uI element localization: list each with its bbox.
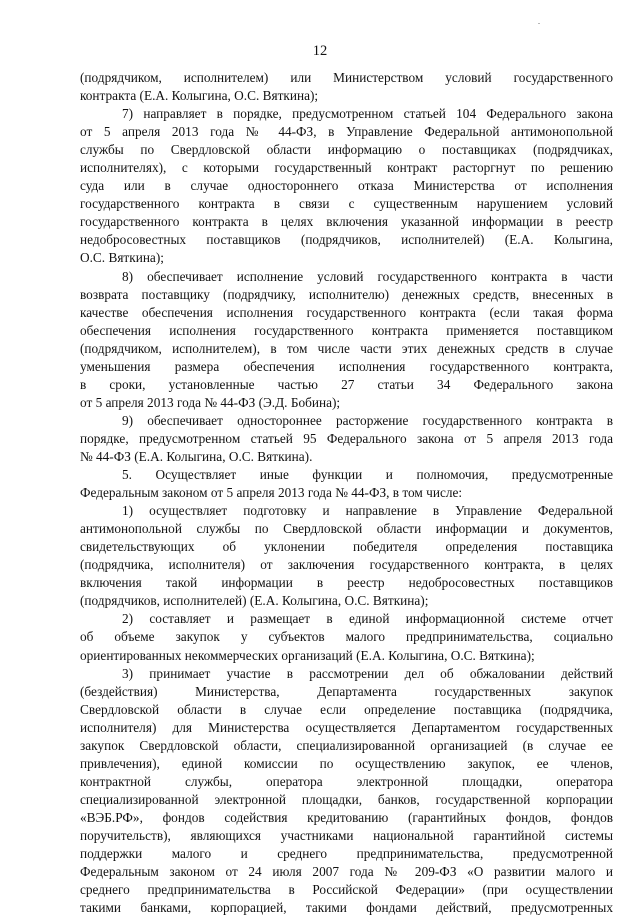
text-line: ориентированных некоммерческих организаций (Е.А. Колыгина, О.С. Вяткина); — [80, 647, 535, 663]
text-line: уменьшения размера обеспечения исполнения государственного контракта, — [80, 358, 613, 374]
text-line: «ВЭБ.РФ», фондов содействия кредитованию (гарантийных фондов, фондов — [80, 809, 613, 825]
text-line: в сроки, установленные частью 27 статьи 34 Федерального закона — [80, 376, 613, 392]
text-line: от 5 апреля 2013 года № 44-ФЗ (Э.Д. Бобина); — [80, 394, 341, 410]
text-line: недобросовестных поставщиков (подрядчиков, исполнителей) (Е.А. Колыгина, — [80, 232, 613, 248]
text-line: включения такой информации в реестр недобросовестных поставщиков — [80, 575, 613, 591]
text-line: свидетельствующих об уклонении победителя определения поставщика — [80, 539, 613, 555]
text-line: 3) принимает участие в рассмотрении дел об обжаловании действий — [122, 665, 613, 681]
text-line: 9) обеспечивает одностороннее расторжение государственного контракта в — [122, 412, 613, 428]
text-line: Федеральным законом от 5 апреля 2013 года № 44-ФЗ, в том числе: — [80, 485, 463, 501]
text-line: (подрядчиков, исполнителей) (Е.А. Колыгина, О.С. Вяткина); — [80, 593, 429, 609]
text-line: 8) обеспечивает исполнение условий государственного контракта в части — [122, 268, 613, 284]
text-line: исполнителях), с которыми государственный контракт расторгнут по решению — [80, 160, 613, 176]
text-line: О.С. Вяткина); — [80, 250, 164, 266]
text-line: (подрядчиком, исполнителем), в том числе части этих денежных средств в случае — [80, 340, 613, 356]
text-line: государственного контракта в связи с существенным нарушением условий — [80, 196, 613, 212]
text-line: об объеме закупок у субъектов малого предпринимательства, социально — [80, 629, 613, 645]
text-line: закупок Свердловской области, специализированной организацией (в случае ее — [80, 737, 613, 753]
text-line: исполнителя) для Министерства осуществляется Департаментом государственных — [80, 719, 613, 735]
text-line: поддержки малого и среднего предпринимательства, предусмотренной — [80, 846, 613, 862]
text-line: суда или в случае одностороннего отказа Министерства от исполнения — [80, 178, 613, 194]
text-line: такими банками, корпорацией, такими фондами действий, предусмотренных — [80, 900, 613, 916]
document-body — [80, 69, 613, 917]
corner-mark: . — [538, 17, 540, 26]
text-line: 2) составляет и размещает в единой информационной системе отчет — [122, 611, 613, 627]
text-line: № 44-ФЗ (Е.А. Колыгина, О.С. Вяткина). — [80, 448, 313, 464]
text-line: контрактной службы, оператора электронной площадки, оператора — [80, 773, 613, 789]
text-line: 1) осуществляет подготовку и направление в Управление Федеральной — [122, 503, 613, 519]
text-line: Федеральным законом от 24 июля 2007 года № 209-ФЗ «О развитии малого и — [80, 864, 613, 880]
text-line: 7) направляет в порядке, предусмотренном статьей 104 Федерального закона — [122, 106, 613, 122]
text-line: (бездействия) Министерства, Департамента государственных закупок — [80, 683, 613, 699]
text-line: Свердловской области в случае если определение поставщика (подрядчика, — [80, 701, 613, 717]
text-line: обеспечения исполнения государственного контракта применяется поставщиком — [80, 322, 613, 338]
text-line: антимонопольной службы по Свердловской области информации и документов, — [80, 521, 613, 537]
text-line: (подрядчиком, исполнителем) или Министерством условий государственного — [80, 70, 613, 85]
text-line: службы по Свердловской области информацию о поставщиках (подрядчиках, — [80, 142, 613, 158]
text-line: среднего предпринимательства в Российской Федерации» (при осуществлении — [80, 882, 613, 898]
text-line: привлечения), единой комиссии по осуществлению закупок, ее членов, — [80, 755, 613, 771]
text-line: 5. Осуществляет иные функции и полномочия, предусмотренные — [122, 467, 613, 483]
text-line: поручительств), являющихся участниками национальной гарантийной системы — [80, 827, 613, 843]
page-number: 12 — [312, 43, 328, 59]
text-line: от 5 апреля 2013 года № 44-ФЗ, в Управление Федеральной антимонопольной — [80, 124, 613, 140]
text-line: специализированной электронной площадки, банков, государственной корпорации — [80, 791, 613, 807]
text-line: государственного контракта в целях включения указанной информации в реестр — [80, 214, 613, 230]
text-line: возврата поставщику (подрядчику, исполнителю) денежных средств, внесенных в — [80, 286, 613, 302]
text-line: (подрядчика, исполнителя) от заключения государственного контракта, в целях — [80, 557, 613, 573]
text-line: контракта (Е.А. Колыгина, О.С. Вяткина); — [80, 88, 319, 104]
text-line: порядке, предусмотренном статьей 95 Федерального закона от 5 апреля 2013 года — [80, 430, 613, 446]
text-line: качестве обеспечения исполнения государственного контракта (если такая форма — [80, 304, 613, 320]
